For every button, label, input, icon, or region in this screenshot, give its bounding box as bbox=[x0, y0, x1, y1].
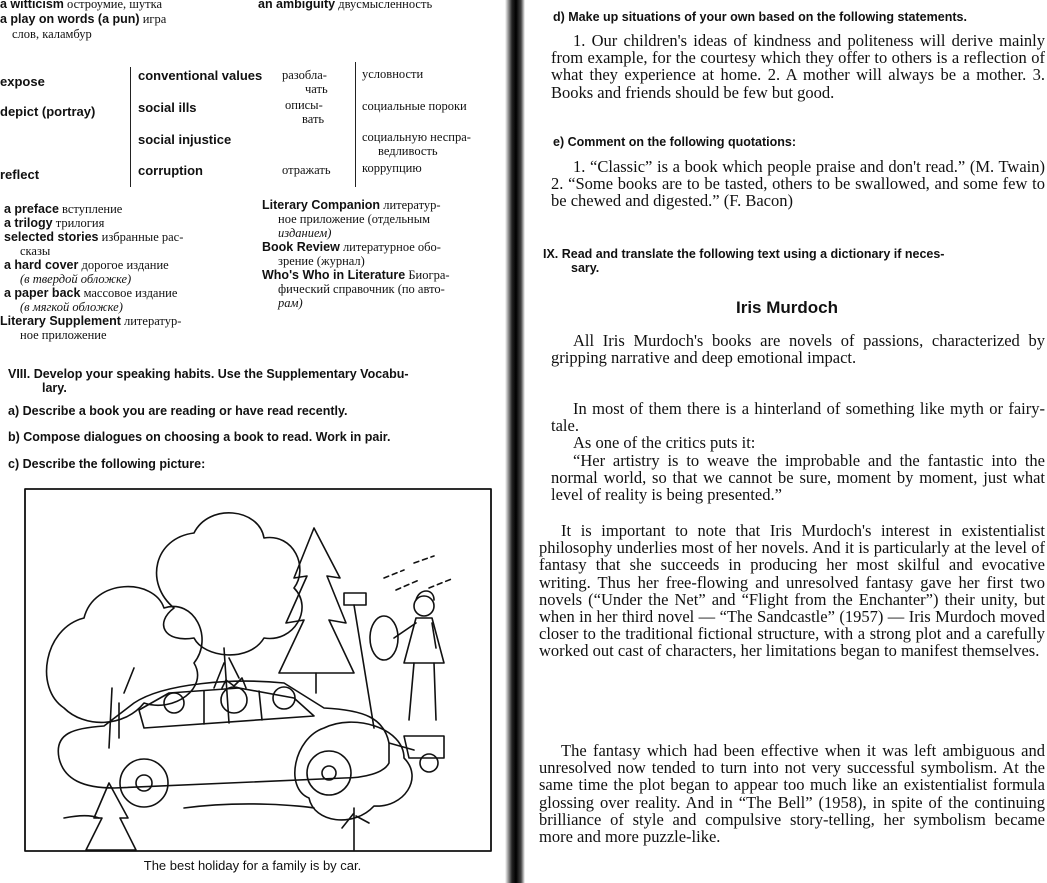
noun: corruption bbox=[138, 163, 203, 178]
vocab-item: слов, каламбур bbox=[12, 27, 92, 41]
task-d-heading: d) Make up situations of your own based on the following statements. bbox=[553, 10, 967, 24]
verb-ru: разобла- bbox=[282, 68, 327, 82]
left-page bbox=[0, 0, 505, 883]
ru-translation: коррупцию bbox=[362, 161, 422, 175]
verb-depict: depict (portray) bbox=[0, 104, 96, 119]
noun: conventional values bbox=[138, 68, 263, 83]
vocab-item: Literary Companion литератур- bbox=[262, 198, 441, 212]
verb-ru: вать bbox=[302, 112, 325, 126]
paragraph: It is important to note that Iris Murdoch's interest in existentialist philosophy underlies most of her novels. And it is particularly at the level of fantasy that she succeeds in producing her most skilful and evocative writing. Thus her free-flowing and unresolved fantasy gave her first two novels (“Under the Net” and “Flight from the Enchanter”) their unity, but when in her third novel — “The Sandcastle” (1957) — Iris Murdoch moved closer to the traditional fictional structure, with a strong plot and a carefully worked out cast of characters, her limitations began to manifest themselves. bbox=[539, 521, 1045, 661]
vocab-table bbox=[0, 62, 500, 188]
family-car-illustration bbox=[24, 488, 492, 852]
vocab-item: (в твердой обложке) bbox=[20, 272, 132, 286]
paragraph: All Iris Murdoch's books are novels of passions, characterized by gripping narrative and deep emotional impact. bbox=[551, 331, 1045, 368]
vocab-item: рам) bbox=[278, 296, 303, 310]
verb-expose: expose bbox=[0, 74, 45, 89]
vocab-top-right: an ambiguity двусмысленность bbox=[258, 0, 433, 11]
noun: social ills bbox=[138, 100, 197, 115]
ru-translation: условности bbox=[362, 67, 424, 81]
task-e-text: 1. “Classic” is a book which people praise and don't read.” (M. Twain) 2. “Some books are to be tasted, others to be swallowed, and some few to be chewed and digested.” (F. Bacon) bbox=[551, 157, 1045, 211]
vocab-item: a preface вступление bbox=[4, 202, 123, 216]
vocab-item: Book Review литературное обо- bbox=[262, 240, 441, 254]
task-e-heading: e) Comment on the following quotations: bbox=[553, 135, 797, 149]
vocab-item: a witticism остроумие, шутка bbox=[0, 0, 163, 11]
book-spine bbox=[505, 0, 525, 883]
task-c: c) Describe the following picture: bbox=[8, 457, 206, 471]
vocab-item: ное приложение (отдельным bbox=[278, 212, 431, 226]
ru-translation: социальную неспра- bbox=[362, 130, 471, 144]
vocab-item: selected stories избранные рас- bbox=[4, 230, 184, 244]
vocab-item: Who's Who in Literature Биогра- bbox=[262, 268, 450, 282]
table-divider bbox=[130, 67, 131, 187]
section-9-heading: IX. Read and translate the following text using a dictionary if neces- sary. bbox=[543, 247, 945, 275]
vocab-list-right bbox=[262, 198, 502, 310]
ru-translation: социальные пороки bbox=[362, 99, 467, 113]
article-title: Iris Murdoch bbox=[735, 298, 838, 317]
verb-reflect: reflect bbox=[0, 167, 40, 182]
vocab-item: a hard cover дорогое издание bbox=[4, 258, 169, 272]
verb-ru: чать bbox=[305, 82, 328, 96]
vocab-item: (в мягкой обложке) bbox=[20, 300, 123, 314]
vocab-item: фический справочник (по авто- bbox=[278, 282, 445, 296]
task-d-text: 1. Our children's ideas of kindness and politeness will derive mainly from example, for the courtesy which they offer to others is a reflection of what they experience at home. 2. A mother will always be a mother. 3. Books and friends should be few but good. bbox=[551, 31, 1045, 102]
task-a: a) Describe a book you are reading or have read recently. bbox=[8, 404, 348, 418]
verb-ru: описы- bbox=[285, 98, 323, 112]
right-page bbox=[527, 0, 1047, 883]
paragraph: In most of them there is a hinterland of something like myth or fairy-tale. bbox=[551, 399, 1045, 436]
vocab-item: изданием) bbox=[278, 226, 332, 240]
vocab-item: Literary Supplement литератур- bbox=[0, 314, 182, 328]
vocab-item: a play on words (a pun) игра bbox=[0, 12, 167, 26]
vocab-item: ное приложение bbox=[20, 328, 107, 342]
vocab-list-left bbox=[0, 202, 254, 342]
ru-translation: ведливость bbox=[378, 144, 438, 158]
task-b: b) Compose dialogues on choosing a book to read. Work in pair. bbox=[8, 430, 391, 444]
vocab-item: зрение (журнал) bbox=[278, 254, 365, 268]
vocab-item: a trilogy трилогия bbox=[4, 216, 105, 230]
noun: social injustice bbox=[138, 132, 232, 147]
verb-ru: отражать bbox=[282, 163, 331, 177]
vocab-top-left bbox=[0, 0, 166, 42]
paragraph: As one of the critics puts it: bbox=[573, 433, 756, 452]
paragraph: “Her artistry is to weave the improbable and the fantastic into the normal world, so that we cannot be sure, moment by moment, just what level of reality is being presented.” bbox=[551, 451, 1045, 505]
vocab-item: сказы bbox=[20, 244, 51, 258]
section-8-heading: VIII. Develop your speaking habits. Use the Supplementary Vocabu- lary. bbox=[8, 367, 409, 395]
vocab-item: a paper back массовое издание bbox=[4, 286, 178, 300]
picture-caption: The best holiday for a family is by car. bbox=[143, 858, 362, 873]
paragraph: The fantasy which had been effective when it was left ambiguous and unresolved now tended to turn into not very successful symbolism. At the same time the plot began to appear too much like an existentialist formula glossing over reality. And in “The Bell” (1958), in spite of the continuing brilliance of style and compulsive story-telling, her symbolism became more and more puzzle-like. bbox=[539, 741, 1045, 847]
table-divider bbox=[355, 62, 356, 187]
